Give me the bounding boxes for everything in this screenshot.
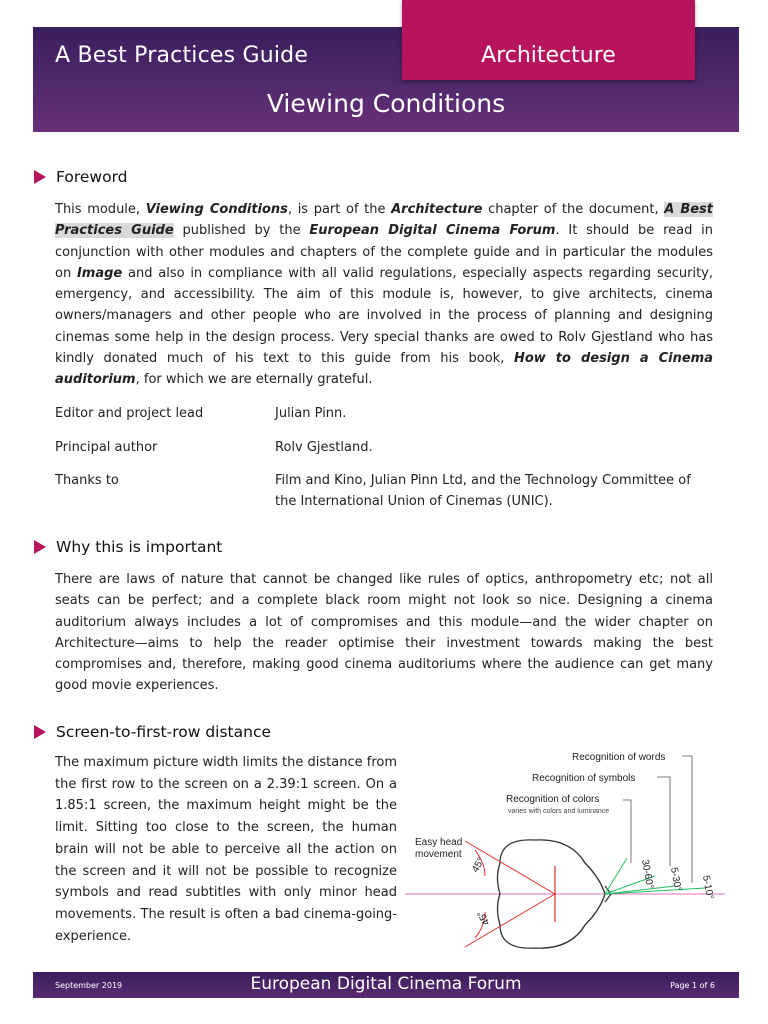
- viewing-angle-diagram: [405, 738, 735, 953]
- page-title: Viewing Conditions: [266, 89, 506, 118]
- footer-org: European Digital Cinema Forum: [250, 974, 522, 994]
- angle-colors: 30-60°: [639, 858, 656, 890]
- angle-symbols: 5-30°: [668, 866, 684, 893]
- screen-heading-text: Screen-to-first-row distance: [56, 723, 272, 741]
- credit-key: Editor and project lead: [55, 406, 204, 421]
- label-symbols: Recognition of symbols: [532, 773, 636, 784]
- credit-value: Julian Pinn.: [275, 406, 347, 421]
- credit-value: Rolv Gjestland.: [275, 440, 373, 455]
- foreword-text-5: . It should be read in conjunction with other modules and chapters of the complete guide and in particular the modules on: [55, 223, 713, 281]
- foreword-paragraph: [55, 199, 713, 391]
- why-paragraph: There are laws of nature that cannot be changed like rules of optics, anthropometry etc; not all seats can be perfect; and a complete black room might not look so nice. Designing a cinema auditorium always includes a lot of compromises and this module—and the wider chapter on Architecture—aims to help the reader optimise their investment towards making the best compromises and, therefore, making good cinema auditoriums where the audience can get many good movie experiences.: [55, 572, 713, 694]
- bullet-triangle-icon: [34, 540, 46, 554]
- section-why-heading: [34, 538, 222, 556]
- label-head-2: movement: [415, 849, 462, 860]
- chapter-tab: [402, 0, 695, 80]
- credit-key: Thanks to: [55, 473, 119, 488]
- foreword-em-guide: A Best Practices Guide: [55, 202, 713, 239]
- footer-date: September 2019: [55, 981, 123, 990]
- angle-top: 45°: [470, 855, 488, 875]
- chapter-tab-label: Architecture: [481, 43, 616, 68]
- foreword-em-architecture: Architecture: [391, 202, 483, 217]
- foreword-text-3: chapter of the document,: [482, 202, 665, 217]
- bullet-triangle-icon: [34, 170, 46, 184]
- label-head: Easy head: [415, 837, 463, 848]
- foreword-text-4: published by the: [173, 223, 310, 239]
- bullet-triangle-icon: [34, 725, 46, 739]
- label-colors-sub: varies with colors and luminance: [508, 808, 610, 815]
- angle-bottom: 45°: [475, 908, 493, 927]
- credit-key: Principal author: [55, 440, 158, 455]
- foreword-heading-text: Foreword: [56, 168, 128, 186]
- foreword-em-edcf: European Digital Cinema Forum: [309, 223, 556, 239]
- foreword-em-viewing-conditions: Viewing Conditions: [145, 202, 288, 217]
- screen-paragraph: The maximum picture width limits the distance from the first row to the screen on a 2.39:1 screen. On a 1.85:1 screen, the maximum height might be the limit. Sitting too close to the screen, the human brain will not be able to perceive all the action on the screen and it will not be possible to recognize symbols and read subtitles with only minor head movements. The result is often a bad cinema-going-experience.: [55, 755, 397, 944]
- section-screen-heading: [34, 723, 271, 741]
- foreword-text-1: This module,: [55, 202, 146, 217]
- footer-page: Page 1 of 6: [670, 981, 715, 990]
- label-words: Recognition of words: [572, 752, 666, 763]
- why-heading-text: Why this is important: [56, 538, 223, 556]
- credit-value: Film and Kino, Julian Pinn Ltd, and the Technology Committee of the International Union of Cinemas (UNIC).: [275, 473, 691, 509]
- footer-band: [33, 972, 739, 998]
- label-colors: Recognition of colors: [506, 794, 600, 805]
- foreword-text-7: , for which we are eternally grateful.: [135, 372, 373, 388]
- guide-title: A Best Practices Guide: [55, 43, 309, 68]
- foreword-text-6: and also in compliance with all valid regulations, especially aspects regarding security, emergency, and accessibility. The aim of this module is, however, to give architects, cinema owners/managers and other people who are involved in the process of planning and designing cinemas some help in the design process. Very special thanks are owed to Rolv Gjestland who has kindly donated much of his text to this guide from his book,: [55, 265, 713, 367]
- angle-words: 5-10°: [700, 874, 716, 901]
- section-foreword-heading: [34, 168, 128, 186]
- foreword-em-image: Image: [76, 265, 123, 281]
- foreword-text-2: , is part of the: [287, 202, 392, 217]
- foreword-em-book: How to design a Cinema auditorium: [55, 351, 713, 388]
